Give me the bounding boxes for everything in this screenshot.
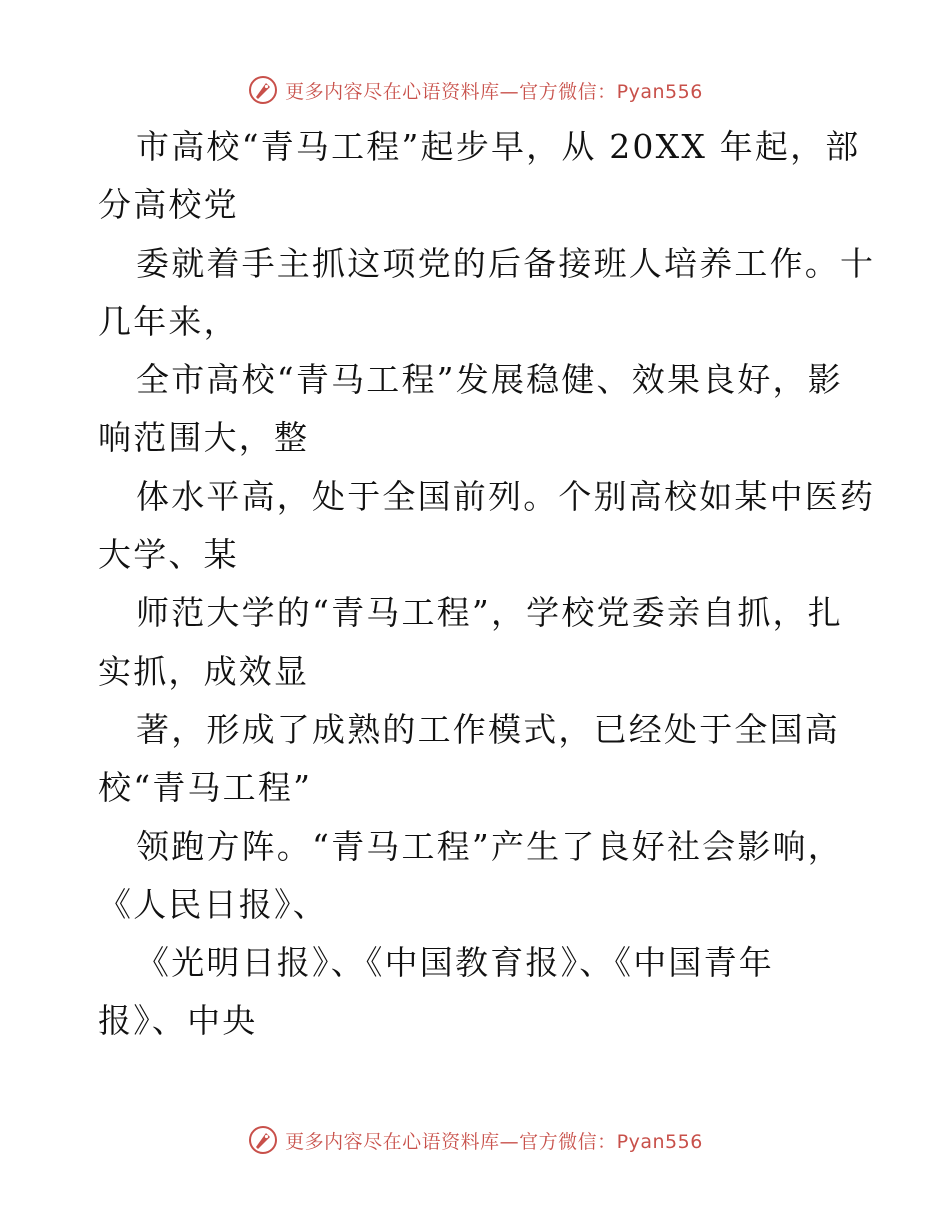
text-line: 师范大学的“青马工程”，学校党委亲自抓，扎: [136, 593, 843, 633]
watermark-text: 更多内容尽在心语资料库—官方微信：Pyan556: [285, 80, 703, 103]
text-line: 委就着手主抓这项党的后备接班人培养工作。十: [136, 243, 876, 283]
text-line: 全市高校“青马工程”发展稳健、效果良好，影: [136, 360, 843, 400]
pen-nib-logo-icon: [247, 1124, 279, 1156]
text-line: 响范围大，整: [98, 418, 310, 458]
document-body: [98, 118, 876, 1051]
text-line: 大学、某: [98, 535, 239, 575]
footer-watermark: [0, 1122, 950, 1158]
watermark-text: 更多内容尽在心语资料库—官方微信：Pyan556: [285, 1130, 703, 1153]
text-line: 校“青马工程”: [98, 768, 313, 808]
text-line: 领跑方阵。“青马工程”产生了良好社会影响，: [136, 826, 843, 866]
header-watermark: [0, 72, 950, 108]
text-line: 《光明日报》、《中国教育报》、《中国青年: [136, 943, 774, 983]
pen-nib-logo-icon: [247, 74, 279, 106]
text-line: 实抓，成效显: [98, 651, 310, 691]
text-line: 报》、中央: [98, 1001, 258, 1041]
text-line: 几年来，: [98, 301, 239, 341]
text-line: 《人民日报》、: [98, 884, 328, 924]
text-line: 市高校“青马工程”起步早，从 20XX 年起，部: [136, 127, 861, 166]
text-line: 体水平高，处于全国前列。个别高校如某中医药: [136, 476, 876, 516]
text-line: 分高校党: [98, 185, 239, 225]
text-line: 著，形成了成熟的工作模式，已经处于全国高: [136, 709, 840, 749]
